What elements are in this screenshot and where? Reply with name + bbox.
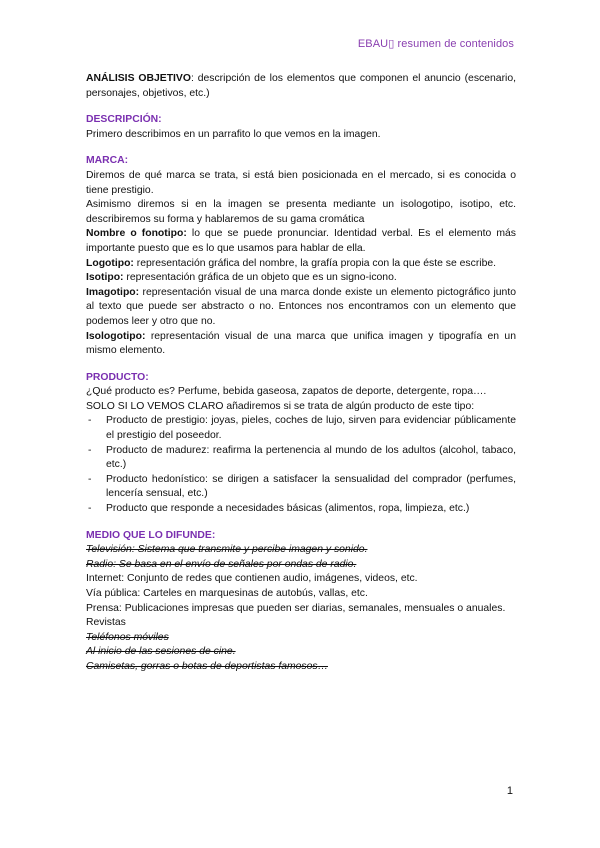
definition-term: Isologotipo:: [86, 330, 146, 342]
producto-heading: PRODUCTO:: [86, 371, 149, 383]
medio-line: Radio: Se basa en el envío de señales por ondas de radio.: [86, 558, 357, 570]
medio-line: Televisión: Sistema que transmite y percibe imagen y sonido.: [86, 544, 368, 556]
definition-term: Imagotipo:: [86, 286, 140, 298]
analisis-paragraph: [86, 72, 516, 101]
marca-definition: [86, 257, 516, 272]
page-number: 1: [506, 785, 513, 797]
definition-term: Isotipo:: [86, 272, 124, 284]
medio-line: Vía pública: Carteles en marquesinas de autobús, vallas, etc.: [86, 588, 368, 599]
marca-heading: MARCA:: [86, 155, 129, 167]
analisis-label: ANÁLISIS OBJETIVO: [86, 73, 191, 84]
medio-heading: MEDIO QUE LO DIFUNDE:: [86, 529, 216, 541]
medio-line: Teléfonos móviles: [86, 631, 169, 643]
medio-line: Revistas: [86, 617, 126, 629]
marca-definition: [86, 330, 516, 359]
producto-paragraph-1: ¿Qué producto es? Perfume, bebida gaseosa, zapatos de deporte, detergente, ropa….: [86, 386, 487, 398]
document-header: EBAU▯ resumen de contenidos: [357, 38, 514, 50]
marca-paragraph-1: Diremos de qué marca se trata, si está bien posicionada en el mercado, si es conocida o tiene prestigio.: [86, 169, 516, 196]
document-body: [86, 72, 516, 675]
definition-text: representación gráfica de un objeto que es un signo-icono.: [123, 272, 397, 284]
definition-text: lo que se puede pronunciar. Identidad verbal. Es el elemento más importante puesto que es lo que usamos para hablar de ella.: [86, 228, 516, 254]
medio-line: Prensa: Publicaciones impresas que pueden ser diarias, semanales, mensuales o anuales.: [86, 602, 506, 614]
list-item: - Producto de prestigio: joyas, pieles, coches de lujo, sirven para evidenciar públicamente el prestigio del poseedor.: [86, 414, 516, 443]
definition-text: representación visual de una marca que unifica imagen y tipografía en un mismo elemento.: [86, 330, 516, 357]
descripcion-heading: DESCRIPCIÓN:: [86, 114, 162, 126]
marca-paragraph-2: Asimismo diremos si en la imagen se presenta mediante un isologotipo, isotipo, etc. describiremos su forma y hablaremos de su gama cromática: [86, 199, 516, 225]
marca-definition: [86, 227, 516, 256]
analisis-text: : descripción de los elementos que componen el anuncio (escenario, personajes, objetivos, etc.): [86, 73, 517, 99]
list-item: - Producto de madurez: reafirma la pertenencia al mundo de los adultos (alcohol, tabaco, etc.): [86, 444, 516, 473]
medio-line: Al inicio de las sesiones de cine.: [86, 646, 236, 658]
producto-list: [86, 414, 516, 516]
medio-line: Internet: Conjunto de redes que contienen audio, imágenes, videos, etc.: [86, 573, 418, 585]
list-item: - Producto que responde a necesidades básicas (alimentos, ropa, limpieza, etc.): [86, 502, 516, 517]
descripcion-text: Primero describimos en un parrafito lo que vemos en la imagen.: [86, 128, 381, 140]
producto-paragraph-2: SOLO SI LO VEMOS CLARO añadiremos si se trata de algún producto de este tipo:: [86, 400, 475, 412]
list-item: - Producto hedonístico: se dirigen a satisfacer la sensualidad del comprador (perfumes, lencería sensual, etc.): [86, 473, 516, 502]
definition-text: representación visual de una marca donde existe un elemento pictográfico junto al texto que puede ser abstracto o no. Entonces nos encontramos con un elemento que podemos leer y otro que no.: [86, 286, 516, 327]
definition-term: Nombre o fonotipo:: [86, 228, 187, 240]
medio-list: [86, 543, 516, 674]
marca-definition: [86, 286, 516, 330]
marca-definition: [86, 271, 516, 286]
definition-term: Logotipo:: [86, 257, 134, 269]
definition-text: representación gráfica del nombre, la grafía propia con la que éste se escribe.: [133, 257, 497, 269]
medio-line: Camisetas, gorras o botas de deportistas famosos…: [86, 660, 328, 672]
